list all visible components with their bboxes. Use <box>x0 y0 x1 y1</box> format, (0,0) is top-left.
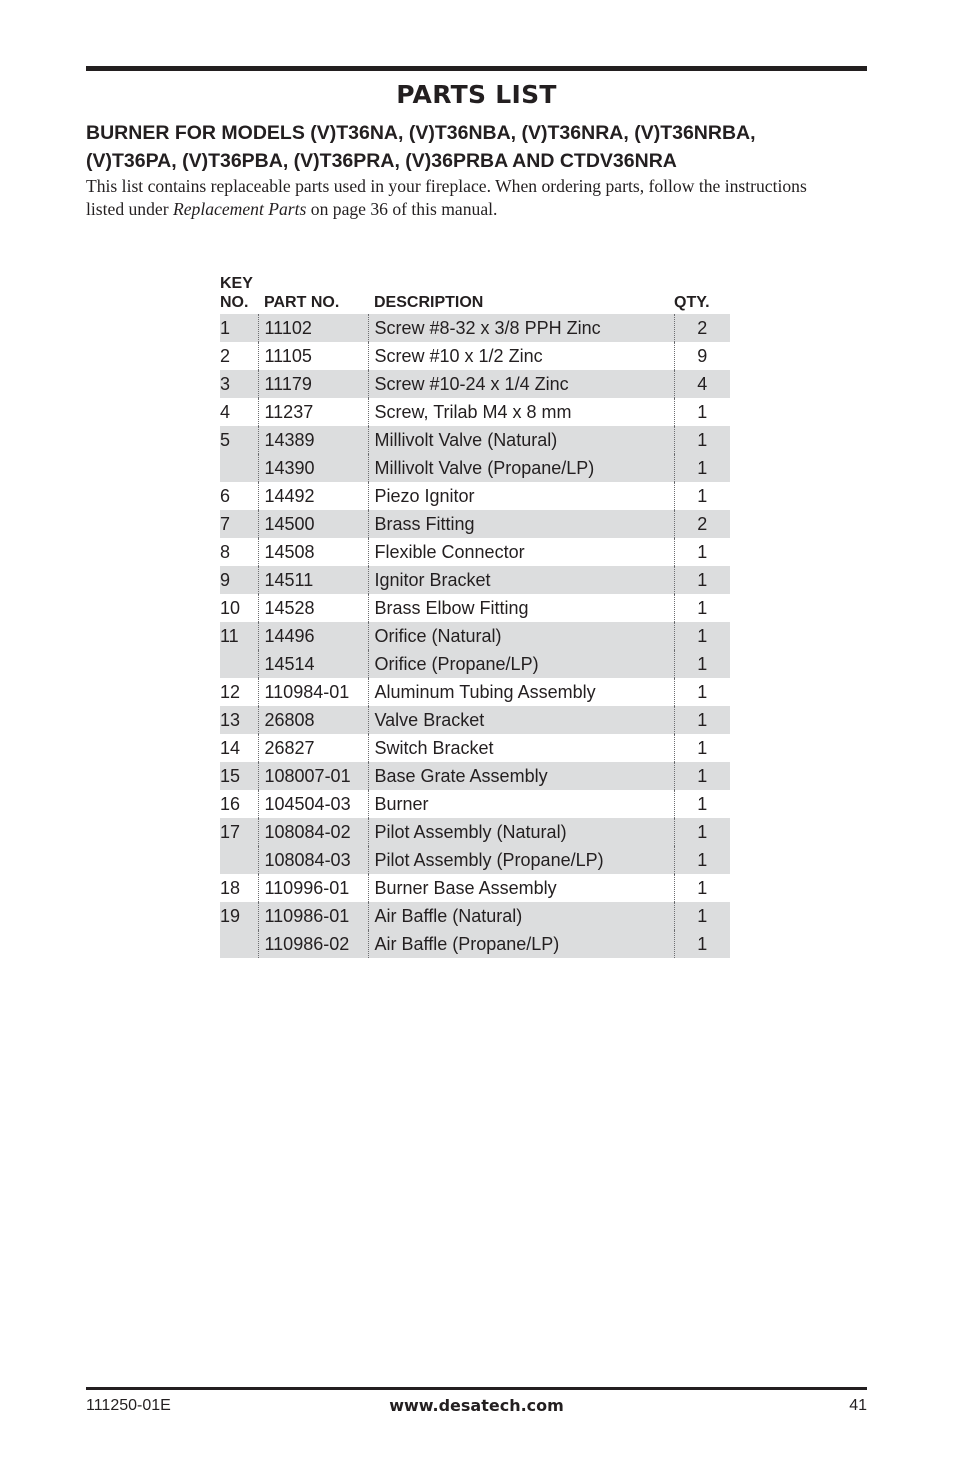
cell-part-no: 26827 <box>258 734 368 762</box>
cell-part-no: 108084-03 <box>258 846 368 874</box>
cell-description: Burner Base Assembly <box>368 874 674 902</box>
cell-description: Screw #8-32 x 3/8 PPH Zinc <box>368 314 674 342</box>
footer-doc-number: 111250-01E <box>86 1397 171 1414</box>
table-row <box>220 706 730 734</box>
cell-qty: 1 <box>674 706 730 734</box>
cell-key-no: 9 <box>220 566 258 594</box>
cell-description: Screw #10-24 x 1/4 Zinc <box>368 370 674 398</box>
cell-description: Ignitor Bracket <box>368 566 674 594</box>
cell-part-no: 11237 <box>258 398 368 426</box>
cell-description: Flexible Connector <box>368 538 674 566</box>
cell-part-no: 110986-02 <box>258 930 368 958</box>
cell-part-no: 104504-03 <box>258 790 368 818</box>
table-row <box>220 454 730 482</box>
cell-qty: 9 <box>674 342 730 370</box>
cell-part-no: 14514 <box>258 650 368 678</box>
table-row <box>220 930 730 958</box>
intro-line-2 <box>86 198 876 221</box>
table-row <box>220 846 730 874</box>
footer-page-number: 41 <box>849 1397 867 1414</box>
cell-key-no: 11 <box>220 622 258 650</box>
intro-line-2-end: on page 36 of this manual. <box>306 199 498 219</box>
cell-description: Pilot Assembly (Natural) <box>368 818 674 846</box>
cell-description: Brass Fitting <box>368 510 674 538</box>
table-row <box>220 538 730 566</box>
cell-part-no: 14389 <box>258 426 368 454</box>
table-row <box>220 650 730 678</box>
cell-key-no: 2 <box>220 346 231 366</box>
cell-qty: 1 <box>674 762 730 790</box>
cell-part-no: 14511 <box>258 566 368 594</box>
cell-key-no <box>220 650 258 678</box>
cell-description: Screw #10 x 1/2 Zinc <box>368 342 674 370</box>
cell-qty: 1 <box>674 538 730 566</box>
header-key-line-1: KEY <box>220 275 253 292</box>
section-heading <box>86 119 886 175</box>
cell-part-no: 108007-01 <box>258 762 368 790</box>
table-row <box>220 818 730 846</box>
cell-key-no: 10 <box>220 598 241 618</box>
intro-replacement-parts-ref: Replacement Parts <box>172 199 307 219</box>
cell-part-no: 14508 <box>258 538 368 566</box>
cell-description: Brass Elbow Fitting <box>368 594 674 622</box>
cell-qty: 2 <box>674 510 730 538</box>
parts-table <box>220 274 730 958</box>
cell-part-no: 14528 <box>258 594 368 622</box>
cell-key-no: 13 <box>220 706 258 734</box>
table-row <box>220 566 730 594</box>
cell-part-no: 110996-01 <box>258 874 368 902</box>
cell-qty: 1 <box>674 566 730 594</box>
table-row <box>220 902 730 930</box>
cell-qty: 1 <box>674 426 730 454</box>
cell-key-no <box>220 846 258 874</box>
cell-part-no: 14390 <box>258 454 368 482</box>
table-row <box>220 762 730 790</box>
cell-qty: 1 <box>674 734 730 762</box>
cell-qty: 1 <box>674 622 730 650</box>
cell-description: Millivolt Valve (Propane/LP) <box>368 454 674 482</box>
cell-key-no: 15 <box>220 762 258 790</box>
cell-key-no: 5 <box>220 426 258 454</box>
cell-qty: 1 <box>674 846 730 874</box>
cell-key-no <box>220 454 258 482</box>
table-row <box>220 482 730 510</box>
cell-qty: 1 <box>674 874 730 902</box>
intro-paragraph <box>86 175 876 221</box>
cell-key-no: 19 <box>220 902 258 930</box>
cell-description: Valve Bracket <box>368 706 674 734</box>
header-description: DESCRIPTION <box>374 294 484 311</box>
cell-key-no: 1 <box>220 314 258 342</box>
table-row <box>220 594 730 622</box>
cell-part-no: 14492 <box>258 482 368 510</box>
header-key-no <box>220 274 258 314</box>
table-row <box>220 874 730 902</box>
table-row <box>220 342 730 370</box>
cell-qty: 1 <box>674 650 730 678</box>
cell-part-no: 11102 <box>258 314 368 342</box>
intro-line-2-start: listed under <box>86 199 173 219</box>
cell-qty: 1 <box>674 594 730 622</box>
cell-description: Pilot Assembly (Propane/LP) <box>368 846 674 874</box>
cell-description: Piezo Ignitor <box>368 482 674 510</box>
section-heading-line-2: (V)T36PA, (V)T36PBA, (V)T36PRA, (V)36PRBA AND CTDV36NRA <box>86 150 677 172</box>
cell-key-no: 17 <box>220 818 258 846</box>
cell-key-no: 7 <box>220 510 258 538</box>
cell-description: Air Baffle (Natural) <box>368 902 674 930</box>
cell-part-no: 110984-01 <box>258 678 368 706</box>
cell-key-no: 14 <box>220 738 241 758</box>
cell-qty: 1 <box>674 398 730 426</box>
cell-key-no: 4 <box>220 402 231 422</box>
cell-description: Orifice (Natural) <box>368 622 674 650</box>
cell-qty: 1 <box>674 678 730 706</box>
parts-table-header-row <box>220 274 730 314</box>
cell-description: Switch Bracket <box>368 734 674 762</box>
header-part-no: PART NO. <box>264 294 340 311</box>
cell-part-no: 108084-02 <box>258 818 368 846</box>
cell-qty: 1 <box>674 790 730 818</box>
cell-qty: 4 <box>674 370 730 398</box>
cell-part-no: 14500 <box>258 510 368 538</box>
cell-part-no: 110986-01 <box>258 902 368 930</box>
table-row <box>220 734 730 762</box>
table-row <box>220 678 730 706</box>
cell-description: Air Baffle (Propane/LP) <box>368 930 674 958</box>
table-row <box>220 790 730 818</box>
cell-part-no: 14496 <box>258 622 368 650</box>
cell-description: Base Grate Assembly <box>368 762 674 790</box>
table-row <box>220 510 730 538</box>
cell-qty: 1 <box>674 902 730 930</box>
cell-description: Millivolt Valve (Natural) <box>368 426 674 454</box>
top-rule <box>86 66 867 71</box>
table-row <box>220 370 730 398</box>
cell-key-no: 3 <box>220 370 258 398</box>
cell-description: Burner <box>368 790 674 818</box>
cell-qty: 1 <box>674 454 730 482</box>
intro-line-1: This list contains replaceable parts used in your fireplace. When ordering parts, follow the instructions <box>86 176 807 196</box>
cell-part-no: 26808 <box>258 706 368 734</box>
cell-part-no: 11105 <box>258 342 368 370</box>
cell-key-no: 8 <box>220 542 231 562</box>
section-heading-line-1: BURNER FOR MODELS (V)T36NA, (V)T36NBA, (V)T36NRA, (V)T36NRBA, <box>86 122 756 144</box>
cell-key-no: 6 <box>220 486 231 506</box>
footer-website: www.desatech.com <box>389 1396 564 1415</box>
cell-description: Screw, Trilab M4 x 8 mm <box>368 398 674 426</box>
bottom-rule <box>86 1387 867 1390</box>
cell-key-no: 12 <box>220 682 241 702</box>
table-row <box>220 622 730 650</box>
cell-key-no: 18 <box>220 878 241 898</box>
table-row <box>220 314 730 342</box>
cell-key-no <box>220 930 258 958</box>
cell-qty: 1 <box>674 930 730 958</box>
table-row <box>220 398 730 426</box>
page-title: PARTS LIST <box>396 80 557 109</box>
cell-qty: 2 <box>674 314 730 342</box>
table-row <box>220 426 730 454</box>
cell-key-no: 16 <box>220 794 241 814</box>
cell-description: Orifice (Propane/LP) <box>368 650 674 678</box>
cell-qty: 1 <box>674 482 730 510</box>
cell-part-no: 11179 <box>258 370 368 398</box>
cell-description: Aluminum Tubing Assembly <box>368 678 674 706</box>
parts-table-body <box>220 314 730 958</box>
header-qty: QTY. <box>674 294 710 311</box>
cell-qty: 1 <box>674 818 730 846</box>
header-key-line-2: NO. <box>220 294 249 311</box>
